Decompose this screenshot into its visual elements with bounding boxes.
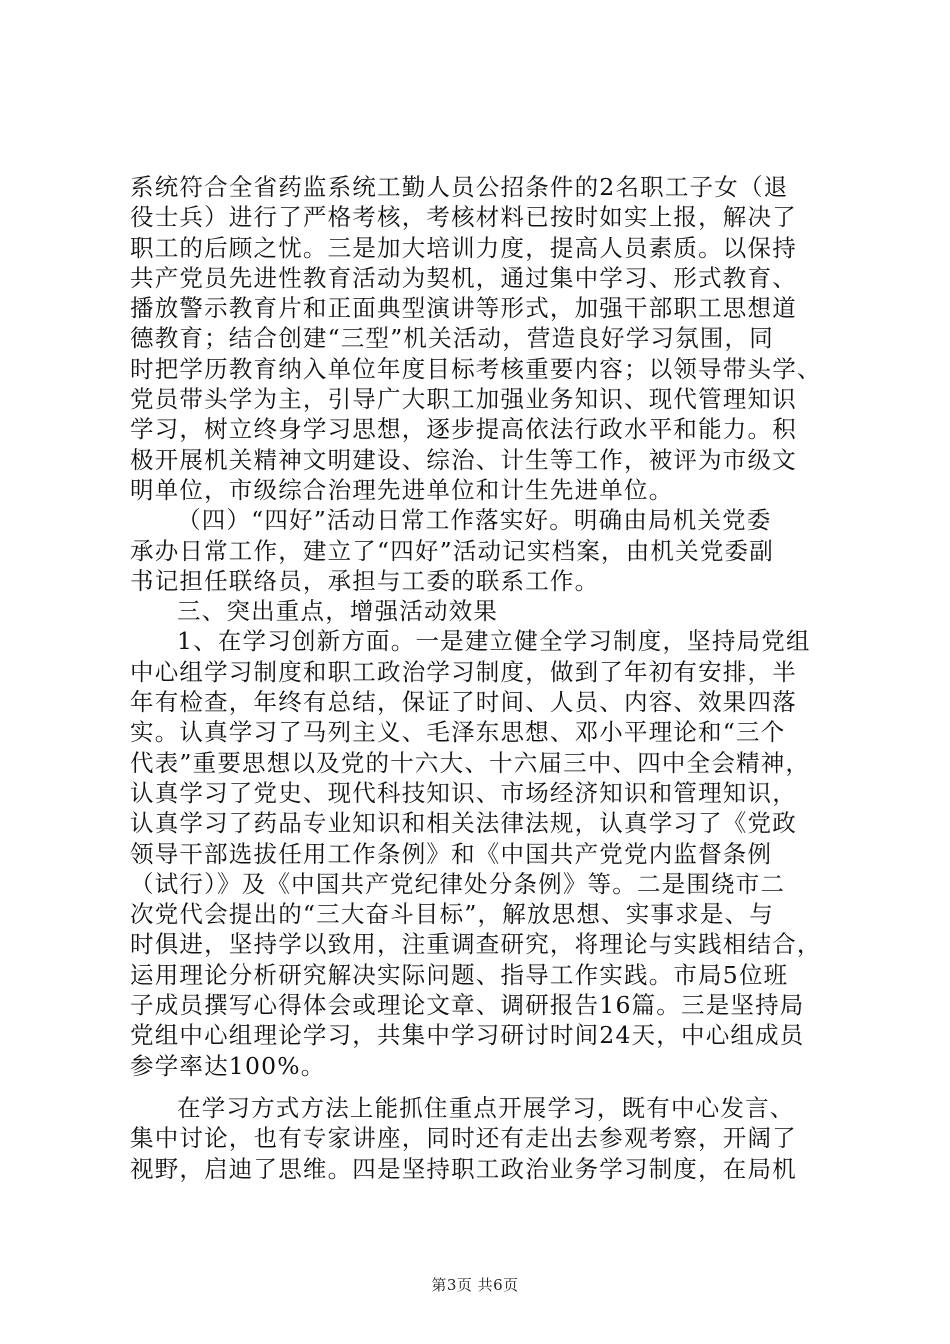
- text-line: 德教育；结合创建“三型”机关活动，营造良好学习氛围，同: [130, 324, 774, 353]
- text-line: 役士兵）进行了严格考核，考核材料已按时如实上报，解决了: [130, 203, 797, 232]
- text-line: 次党代会提出的“三大奋斗目标”，解放思想、实事求是、与: [130, 900, 774, 929]
- body-text: [130, 172, 830, 1184]
- text-line: 时俱进，坚持学以致用，注重调查研究，将理论与实践相结合，: [130, 930, 822, 959]
- text-line: （试行）》及《中国共产党纪律处分条例》等。二是围绕市二: [130, 869, 786, 898]
- text-line: 职工的后顾之忧。三是加大培训力度，提高人员素质。以保持: [130, 233, 797, 262]
- paragraph-start-line: 在学习方式方法上能抓住重点开展学习，既有中心发言、: [177, 1093, 795, 1122]
- text-line: 学习，树立终身学习思想，逐步提高依法行政水平和能力。积: [130, 415, 797, 444]
- text-line: 领导干部选拔任用工作条例》和《中国共产党党内监督条例: [130, 839, 773, 868]
- text-line: 明单位，市级综合治理先进单位和计生先进单位。: [130, 475, 674, 504]
- text-line: 代表”重要思想以及党的十六大、十六届三中、四中全会精神，: [130, 748, 811, 777]
- text-line: 共产党员先进性教育活动为契机，通过集中学习、形式教育、: [130, 263, 797, 292]
- text-line: 书记担任联络员，承担与工委的联系工作。: [130, 566, 600, 595]
- section-heading: 三、突出重点，增强活动效果: [177, 597, 499, 626]
- text-line: 运用理论分析研究解决实际问题、指导工作实践。市局5位班: [130, 960, 789, 989]
- text-line: 实。认真学习了马列主义、毛泽东思想、邓小平理论和“三个: [130, 718, 786, 747]
- paragraph-start-line: 1、在学习创新方面。一是建立健全学习制度，坚持局党组: [177, 627, 811, 656]
- text-line: 视野，启迪了思维。四是坚持职工政治业务学习制度，在局机: [130, 1154, 797, 1183]
- text-line: 播放警示教育片和正面典型演讲等形式，加强干部职工思想道: [130, 294, 797, 323]
- text-line: 时把学历教育纳入单位年度目标考核重要内容；以领导带头学、: [130, 354, 822, 383]
- text-line: 党员带头学为主，引导广大职工加强业务知识、现代管理知识: [130, 385, 797, 414]
- paragraph-start-line: （四）“四好”活动日常工作落实好。明确由局机关党委: [177, 506, 772, 535]
- text-line: 承办日常工作，建立了“四好”活动记实档案，由机关党委副: [130, 536, 774, 565]
- text-line: 中心组学习制度和职工政治学习制度，做到了年初有安排，半: [130, 657, 797, 686]
- text-line: 参学率达100%。: [130, 1051, 326, 1080]
- text-line: 年有检查，年终有总结，保证了时间、人员、内容、效果四落: [130, 688, 797, 717]
- text-line: 认真学习了药品专业知识和相关法律法规，认真学习了《党政: [130, 809, 797, 838]
- text-line: 认真学习了党史、现代科技知识、市场经济知识和管理知识，: [130, 778, 797, 807]
- text-line: 系统符合全省药监系统工勤人员公招条件的2名职工子女（退: [130, 173, 789, 201]
- text-line: 极开展机关精神文明建设、综治、计生等工作，被评为市级文: [130, 445, 797, 474]
- page-footer: 第3页 共6页: [431, 1276, 519, 1294]
- text-line: 集中讨论，也有专家讲座，同时还有走出去参观考察，开阔了: [130, 1124, 797, 1153]
- text-line: 党组中心组理论学习，共集中学习研讨时间24天，中心组成员: [130, 1021, 805, 1050]
- text-line: 子成员撰写心得体会或理论文章、调研报告16篇。三是坚持局: [130, 991, 805, 1020]
